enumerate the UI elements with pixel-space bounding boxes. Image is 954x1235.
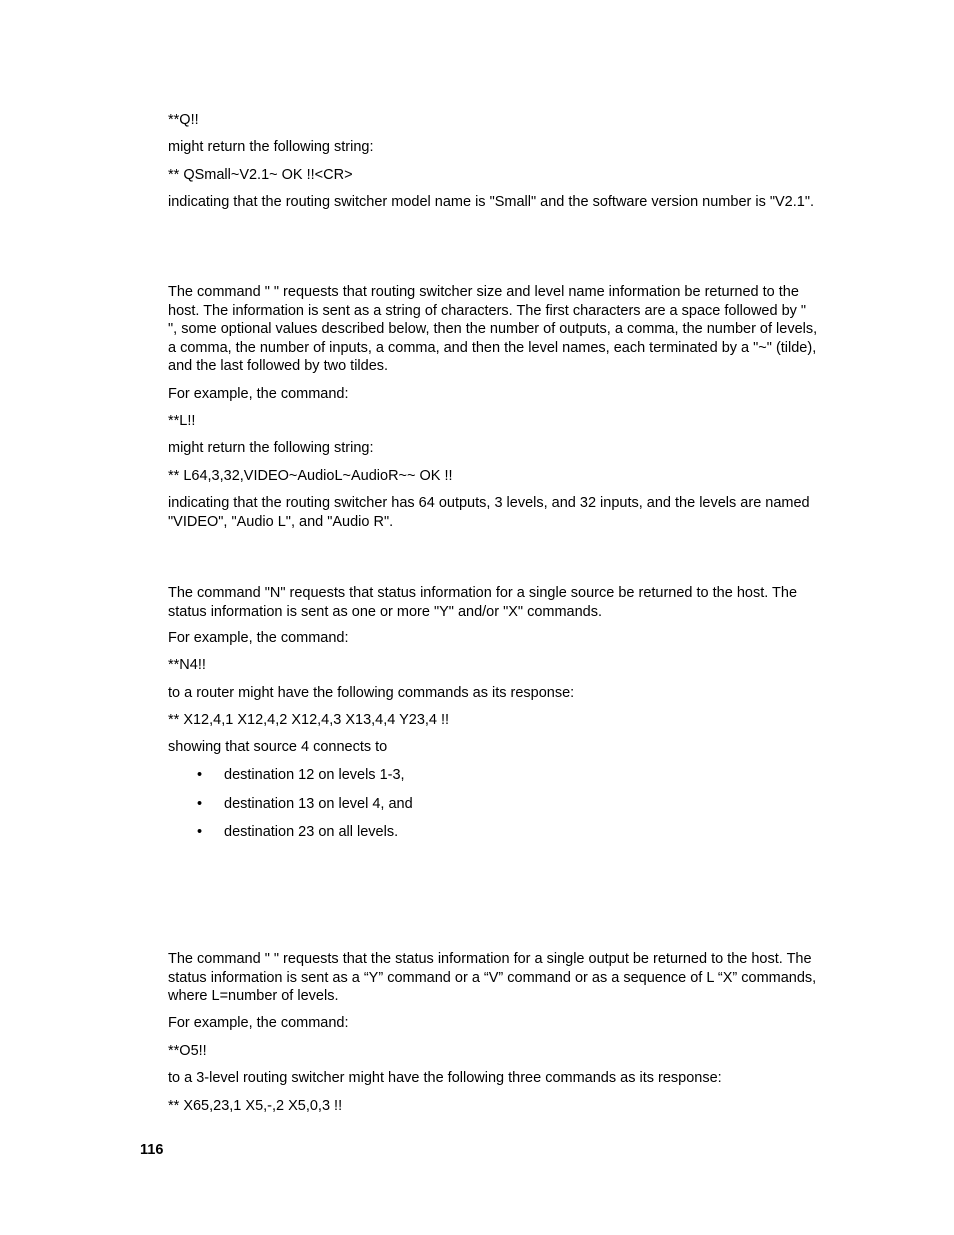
paragraph: might return the following string: — [168, 440, 374, 456]
list-item: destination 13 on level 4, and — [224, 796, 413, 812]
paragraph: to a 3-level routing switcher might have the following three commands as its response: — [168, 1070, 722, 1086]
paragraph: **O5!! — [168, 1043, 207, 1059]
paragraph: ** X12,4,1 X12,4,2 X12,4,3 X13,4,4 Y23,4 !! — [168, 712, 450, 728]
paragraph: indicating that the routing switcher model name is "Small" and the software version number is "V2.1". — [168, 194, 815, 210]
paragraph: **Q!! — [168, 112, 199, 128]
paragraph: indicating that the routing switcher has 64 outputs, 3 levels, and 32 inputs, and the levels are named "VIDEO", "Audio L", and "Audio R". — [168, 495, 810, 530]
paragraph: might return the following string: — [168, 139, 374, 155]
paragraph: **L!! — [168, 413, 196, 429]
paragraph: The command " " requests that routing switcher size and level name information be returned to the host. The information is sent as a string of characters. The first characters are a space followed by " ", some optional values described below, then the number of outputs, a comma, the number of levels, a comma, the number of inputs, a comma, and then the level names, each terminated by a "~" (tilde), and the last followed by two tildes. — [168, 284, 818, 374]
list-item: destination 23 on all levels. — [224, 824, 399, 840]
paragraph: showing that source 4 connects to — [168, 739, 388, 755]
bullet-icon: • — [197, 796, 203, 812]
paragraph: ** X65,23,1 X5,-,2 X5,0,3 !! — [168, 1098, 343, 1114]
paragraph: ** L64,3,32,VIDEO~AudioL~AudioR~~ OK !! — [168, 468, 453, 484]
paragraph: For example, the command: — [168, 1015, 349, 1031]
paragraph: ** QSmall~V2.1~ OK !!<CR> — [168, 167, 353, 183]
paragraph: The command "N" requests that status information for a single source be returned to the host. The status information is sent as one or more "Y" and/or "X" commands. — [168, 585, 798, 620]
paragraph: **N4!! — [168, 657, 206, 673]
paragraph: to a router might have the following commands as its response: — [168, 685, 575, 701]
paragraph: For example, the command: — [168, 386, 349, 402]
paragraph: The command " " requests that the status information for a single output be returned to the host. The status information is sent as a “Y” command or a “V” command or as a sequence of L “X” commands, where L=number of levels. — [168, 951, 817, 1004]
bullet-icon: • — [197, 824, 203, 840]
bullet-icon: • — [197, 767, 203, 783]
paragraph: For example, the command: — [168, 630, 349, 646]
list-item: destination 12 on levels 1-3, — [224, 767, 405, 783]
page-number: 116 — [140, 1142, 164, 1158]
